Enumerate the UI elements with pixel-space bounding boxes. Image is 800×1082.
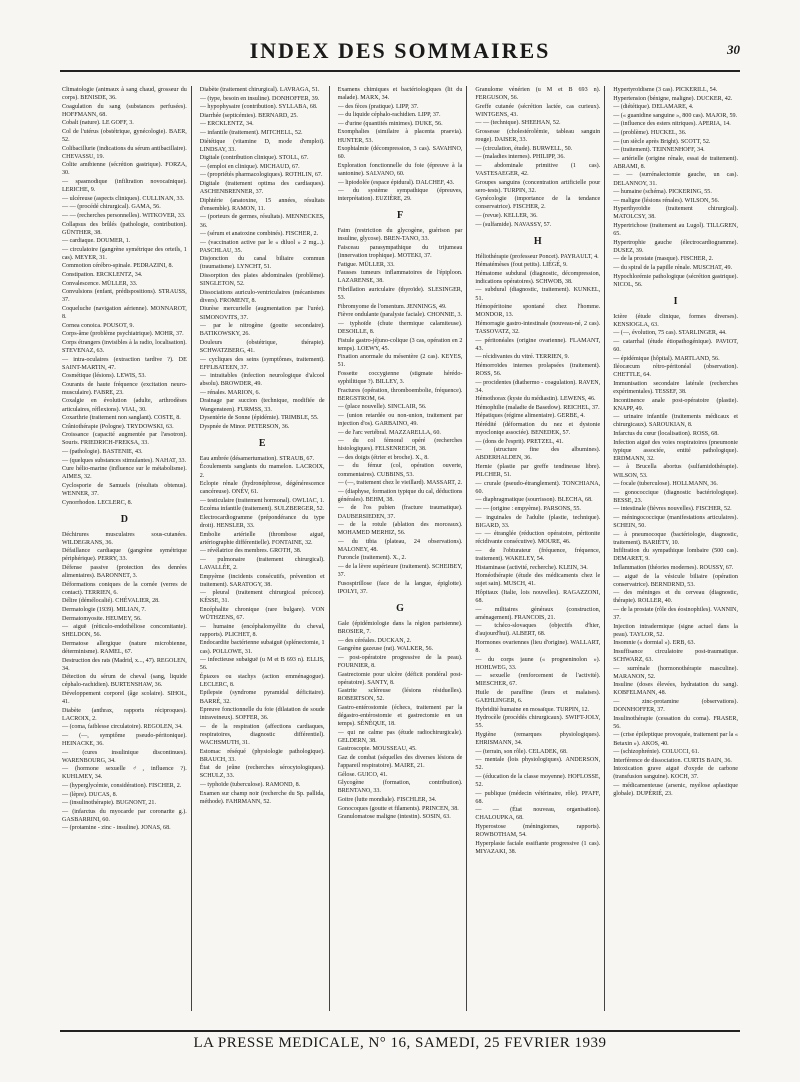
index-entry: Déchirures musculaires sous-cutanées. WILDEGRANS, 36. <box>62 531 187 546</box>
index-entry: Défaillance cardiaque (gangrène symétrique périphérique). PERRY, 33. <box>62 548 187 563</box>
index-entry: Diurèse mercurielle (augmentation par l'urée). SIMONOVITS, 37. <box>199 306 325 321</box>
index-entry: Faisceau parasympathique du trijumeau (innervation trophique). MOTEKI, 37. <box>337 245 463 260</box>
index-entry: Corps-âme (problème psychiatrique). MOHR, 37. <box>62 331 184 338</box>
index-entry: — (schizophrénie). COLUCCI, 61. <box>613 749 700 756</box>
index-entry: Infarctus du cœur (localisation). ROSS, 68. <box>613 431 719 438</box>
index-entry: — urinaire infantile (traitements médicaux et chirurgicaux). SAROUKIAN, 8. <box>613 414 738 429</box>
index-entry: — des doigts (étrier et broche). X., 8. <box>337 454 429 461</box>
index-entry: Col de l'utérus (obstétrique, gynécologie). BAER, 52. <box>62 128 187 144</box>
index-entry: — (pathologie). BASTENIE, 43. <box>62 449 143 456</box>
index-entry: — infectieuse subaiguë (u M et B 693 n). ELLIS, 56. <box>199 657 325 672</box>
index-entry: — (structure fine des albumines). ABDERHALDEN, 36. <box>475 447 601 462</box>
index-entry: Dissorption des plaies abdominales (problème). SINGLETON, 52. <box>199 273 325 288</box>
index-entry: — infantile (traitement). MITCHELL, 52. <box>199 129 303 136</box>
index-entry: — intestinale (fièvres nouvelles). FISCHER, 52. <box>613 506 732 513</box>
letter-heading: F <box>396 210 404 222</box>
index-entry: Fusospirillose (face de la langue, épiglotte). IPOLYI, 37. <box>337 580 463 595</box>
index-entry: Grossesse (cholestérolémie, tableau sanguin rouge). DAISER, 33. <box>475 128 601 144</box>
index-entry: — (—, symptôme pseudo-péritonique). HEINACKE, 36. <box>62 732 187 748</box>
index-entry: — de l'arc vertébral. MAZZARELLA, 60. <box>337 429 441 436</box>
index-entry: Hémothorax (kyste du médiastin). LEWENS, 46. <box>475 396 596 403</box>
index-entry: Gastrite scléreuse (lésions résiduelles). ROBERTSON, 52. <box>337 688 463 703</box>
index-entry: Hypochlorémie pathologique (sécrétion gastrique). NICOL, 56. <box>613 273 738 288</box>
index-entry: — de la lèvre supérieure (traitement). SCHEIBEY, 37. <box>337 564 463 579</box>
index-entry: — cycliques des seins (symptômes, traitement). EFFLBATEEN, 37. <box>199 356 325 371</box>
index-entry: Immunisation secondaire latérale (recherches expérimentales). TESSEF, 38. <box>613 381 738 396</box>
index-entry: — de la prostate (masque). FISCHER, 2. <box>613 256 714 263</box>
index-entry: Insomnie (« dormial »). ERB, 63. <box>613 640 696 647</box>
index-entry: Convulsions (enfant, prédispositions). STRAUSS, 37. <box>62 289 187 304</box>
index-entry: — (quelques substances stimulantes). NAHAT, 33. <box>62 457 187 464</box>
index-entry: — typhoïde (tuberculose). RAMOND, 8. <box>199 782 301 788</box>
index-entry: — gonococcique (diagnostic bactériologique). BESSE, 23. <box>613 489 738 504</box>
index-entry: — (hyperglycémie, considération). FISCHER, 2. <box>62 783 182 789</box>
index-entry: — crurale (pseudo-étranglement). TONCHIANA, 60. <box>475 480 601 495</box>
index-entry: Gynécologie (importance de la tendance conservatrice). FISCHER, 2. <box>475 196 601 211</box>
index-entry: Hématémèses (fout petits). LIÉGÉ, 9. <box>475 262 568 269</box>
index-entry: Diététique (vitamine D, mode d'emploi). LINDSAY, 33. <box>199 138 325 153</box>
index-entry: — (infarctus du myocarde par coronarite g.). GASBARRINI, 60. <box>62 808 187 823</box>
index-entry: Hypertrophie gauche (électrocardiogramme). DUSEZ, 39. <box>613 239 738 254</box>
index-entry: Insulinothérapie (cessation du coma). FRASER, 56. <box>613 715 738 730</box>
index-entry: Infection aiguë des voies respiratoires (pneumonie typique associée, entité pathologique). ERDMANN, 32. <box>613 439 738 462</box>
index-entry: — épidémique (hôpital). MARTLAND, 56. <box>613 355 720 362</box>
index-column <box>613 86 742 1011</box>
index-entry: — (diaphyse, formation typique du cal, déductions générales). BEHM, 38. <box>337 488 463 503</box>
index-entry: — (porteurs de germes, résultats). MENNECKES, 36. <box>199 214 325 229</box>
index-entry: — surrénale (hormonothérapie masculine). MARANON, 52. <box>613 665 738 680</box>
index-entry: Ictère (étude clinique, formes diverses). KENSIOGLA, 63. <box>613 313 738 328</box>
index-entry: — pulmonaire (traitement chirurgical). LAVALLÉE, 2. <box>199 556 325 572</box>
index-entry: — de la rotule (ablation des morceaux). MOHAMED MERHIZ, 56. <box>337 522 463 537</box>
index-entry: Digitale (traitement optima des cardiaques). ASCHENBRENNER, 37. <box>199 181 325 196</box>
index-entry: Dysentérie de Sonne (épidémie). TRIMBLE, 55. <box>199 415 319 422</box>
index-column <box>338 86 468 1011</box>
index-entry: — sexuelle (renforcement de l'activité). MIESCHER, 67. <box>475 673 601 688</box>
index-entry: Détection du sérum de cheval (sang, liquide céphalo-rachidien). BURTENSHAW, 36. <box>62 674 187 689</box>
index-entry: Délire (démélocalié). CHÉVALIER, 28. <box>62 598 160 605</box>
index-entry: Encéphalite chronique (rare bulgare). VON WÜTHZENS, 67. <box>199 607 325 622</box>
index-entry: — (un siècle après Bright). SCOTT, 52. <box>613 138 711 145</box>
index-entry: Embolie artérielle (thrombose aiguë, artériographie différentielle). FONTAINE, 32. <box>199 531 325 546</box>
index-entry: — du corps jaune (« progneninolon »). HOHLWEG, 33. <box>475 656 601 671</box>
index-entry: — — (origine : empyème). PARSONS, 55. <box>475 505 581 512</box>
index-entry: — (place nouvelle). SINCLAIR, 56. <box>337 404 427 411</box>
index-entry: — d'urine (quantités minimes). DUKE, 56. <box>337 120 443 127</box>
index-entry: Crâniothérapie (Pologne). TRYDOWSKI, 63. <box>62 423 174 430</box>
index-entry: — qui ne calme pas (étude radiochirurgicale). GELDERN, 38. <box>337 729 463 744</box>
index-entry: — circulatoire (gangrène symétrique des orteils, 1 cas). MEYER, 31. <box>62 246 187 261</box>
index-entry: Estomac réséqué (physiologie pathologique). BRAUCH, 33. <box>199 748 325 763</box>
index-entry: Climatologie (animaux à sang chaud, grosseur du corps). BENISDE, 36. <box>62 87 187 102</box>
index-entry: Hormones ovariennes (lieu d'origine). WALLART, 8. <box>475 639 601 654</box>
index-entry: — — étranglée (réduction opératoire, péritonite récidivante consécutive). MOURE, 46. <box>475 531 601 546</box>
index-entry: — du col fémoral opéré (recherches histologiques). FELSENREICH, 38. <box>337 438 463 453</box>
index-entry: — lipiodolée (espace épidural). DALCHEF, 43. <box>337 179 455 186</box>
index-entry: Développement corporel (âge scolaire). SIHOL, 41. <box>62 690 187 706</box>
letter-heading: I <box>673 295 678 307</box>
index-entry: Hématome subdural (diagnostic, décompression, indications opératoires). SCHWOB, 38. <box>475 270 601 285</box>
index-entry: — (maladies internes). PHILIPP, 36. <box>475 154 565 161</box>
index-entry: Convalescence. MÜLLER, 33. <box>62 280 138 287</box>
index-entry: — (terrain, son rôle). CELADEK, 68. <box>475 748 568 755</box>
index-entry: — à pneumocoque (bactériologie, diagnostic, traitement). BARIÉTY, 10. <box>613 531 738 546</box>
index-entry: Homéothérapie (étude des médicaments chez le sujet sain). MUSCH, 41. <box>475 573 601 588</box>
index-entry: — — (État nouveau, organisation). CHALOUPKA, 68. <box>475 807 601 822</box>
page-footer <box>60 1030 740 1054</box>
index-entry: Croissance (capacité augmentée par l'æsotron). Souris. FRIEDRICH-FREKSA, 33. <box>62 432 187 447</box>
index-entry: Coqueluche (navigation aérienne). MONNAROT, 8. <box>62 305 187 321</box>
index-entry: — subdural (diagnostic, traitement). KUNKEL, 51. <box>475 287 601 302</box>
index-entry: Hôpitaux (Italie, lois nouvelles). RAGAZZONI, 68. <box>475 589 601 604</box>
index-entry: Hypertension (bénigne, maligne). DUCKER, 42. <box>613 95 733 102</box>
index-entry: Gangrène gazeuse (rat). WALKER, 56. <box>337 646 434 653</box>
index-entry: Examens chimiques et bactériologiques (lit du malade). MARX, 34. <box>337 87 463 102</box>
index-entry: Furoncle (traitement). X., 2. <box>337 555 407 562</box>
index-entry: Destruction des rats (Madrid, x..., 47). REGOLEN, 34. <box>62 657 187 672</box>
index-entry: — de la respiration (affections cardiaques, respiratoires, diagnostic différentiel). WACHSMUTH, 31. <box>199 723 325 747</box>
index-entry: Gale (épidémiologie dans la région parisienne). BROSIER, 7. <box>337 620 463 636</box>
index-entry: — spasmodique (infiltration novocaïnique). LERICHE, 9. <box>62 179 187 194</box>
index-entry: Déformations coniques de la cornée (verres de contact). TERRIEN, 6. <box>62 581 187 596</box>
index-entry: — maligne (lésions rénales). WILSON, 56. <box>613 197 720 204</box>
index-entry: — (cures insulinique discontinues). WARENBOURG, 34. <box>62 749 187 764</box>
page-number: 30 <box>727 42 740 57</box>
index-entry: — (—, traitement chez le vieillard). MASSART, 2. <box>337 480 463 487</box>
index-entry: — du tibia (plateau, 24 observations). MALONEY, 48. <box>337 538 463 553</box>
index-entry: — aiguë (réticulo-endothéliose concomitante). SHELDON, 56. <box>62 624 187 639</box>
index-entry: Granulomatose maligne (intestin). SOSIN, 63. <box>337 814 451 821</box>
index-entry: — (—, évolution, 75 cas). STARLINGER, 44. <box>613 330 727 337</box>
index-entry: Examen sur champ noir (recherche du Sp. pallida, méthode). FAHRMANN, 52. <box>199 790 325 805</box>
index-entry: Granulome vénérien (u M et B 693 n). FERGUSON, 56. <box>475 87 601 102</box>
index-entry: Corps étrangers (invisibles à la radio, localisation). STEVENAZ, 63. <box>62 339 187 354</box>
index-entry: Hyperthyroïdie (traitement chirurgical). MATOLCSY, 38. <box>613 206 738 221</box>
index-entry: Exploration fonctionnelle du foie (épreuve à la santonine). SALVANO, 60. <box>337 162 463 177</box>
index-entry: — (emploi en clinique). MICHAUD, 67. <box>199 163 300 170</box>
index-entry: — (lèpre). DUCAS, 8. <box>62 791 118 798</box>
index-entry: Cure hélio-marine (influence sur le métabolisme). AIMES, 32. <box>62 466 187 481</box>
index-entry: État de jeûne (recherches sérocytologiques). SCHULZ, 33. <box>199 765 325 780</box>
index-entry: — (coma, faiblesse circulatoire). REGOLEN, 34. <box>62 724 183 731</box>
index-entry: — humaine (encéphalomyélite du cheval, rapports). PLICHET, 8. <box>199 623 325 638</box>
index-entry: — zinc-protamine (observations). DONNHOFFER, 37. <box>613 699 738 714</box>
index-entry: Dyspnée de Minor. PETERSON, 36. <box>199 423 290 430</box>
index-entry: — humaine (schéma). PICKERING, 55. <box>613 189 712 196</box>
index-entry: Douleurs (obstétrique, thérapie). SCHWATZBERG, 41. <box>199 339 325 354</box>
letter-heading: H <box>533 235 542 247</box>
index-entry: Iléocæcum rétro-péritonéal (observation). CHETTLE, 64. <box>613 364 738 379</box>
index-entry: — (sérum et anatoxine combinés). FISCHER, 2. <box>199 231 319 238</box>
index-entry: Hybridité humaine en mosaïque. TURPIN, 12. <box>475 706 590 713</box>
index-entry: Cornea conoica. POUSOT, 9. <box>62 322 134 329</box>
letter-heading: E <box>258 437 266 449</box>
index-entry: Incontinence anale post-opératoire (plastie). KNAPP, 49. <box>613 397 738 412</box>
index-entry: — — (procédé chirurgical). GAMA, 56. <box>62 204 161 211</box>
index-entry: Gonocoques (goutte et filaments). PRINCEN, 38. <box>337 805 459 812</box>
index-entry: Diabète (anthrax, rapports réciproques). LACROIX, 2. <box>62 707 187 722</box>
index-entry: Fatigue. MÜLLER, 33. <box>337 261 395 268</box>
footer-citation: LA PRESSE MEDICALE, N° 16, SAMEDI, 25 FEVRIER 1939 <box>193 1035 607 1051</box>
index-entry: Insuline (doses élevées, hydratation du sang). KOBFELMANN, 48. <box>613 682 738 697</box>
index-entry: — (vaccination active par le « diluol » 2 mg...). PASCHLAU, 35. <box>199 239 325 254</box>
index-entry: — — (technique). SHEEHAN, 52. <box>475 120 561 127</box>
index-entry: — intra-oculaires (extraction tardive ?). DE SAINT-MARTIN, 47. <box>62 356 187 371</box>
index-entry: — post-opératoire progressive de la peau). FOURNIER, 8. <box>337 654 463 669</box>
index-entry: Cyclosporie de Samuels (résultats obtenus). WENNER, 37. <box>62 482 187 497</box>
index-entry: Fibrillation auriculaire (thyroïde). SLESINGER, 53. <box>337 286 463 302</box>
index-entry: — médicamenteuse (arsenic, myélose aplastique globale). DUPÉRIÉ, 23. <box>613 783 738 798</box>
index-entry: — typhoïde (chute thermique calamiteuse). DESOILLE, 8. <box>337 320 463 335</box>
index-entry: Défense passive (protection des denrées alimentaires). BARONNET, 3. <box>62 565 187 580</box>
page-header <box>60 36 740 72</box>
index-entry: Gaz de combat (séquelles des diverses lésions de l'appareil respiratoire). MAIRE, 21. <box>337 754 463 770</box>
index-entry: — révélatrice des membres. GROTH, 38. <box>199 548 302 555</box>
index-entry: Endocardite bactérienne subaiguë (splénectomie, 1 cas). POLLOWE, 31. <box>199 640 325 655</box>
index-entry: Cobalt (nature). LE GOFF, 3. <box>62 120 134 127</box>
index-entry: — — (surrénalectomie gauche, un cas). DELANNOY, 31. <box>613 172 738 187</box>
index-entry: — (sulfamide). NAVASSY, 57. <box>475 221 552 228</box>
index-entry: Fixation anormale du mésentère (2 cas). KEYES, 51. <box>337 354 463 369</box>
index-entry: Coxalgie en évolution (adulte, arthrodèses articulaires, réflexions). VIAL, 30. <box>62 398 187 413</box>
index-entry: — — (recherches personnelles). WITKOVER, 33. <box>62 212 186 219</box>
index-entry: Exomphalies (similaire à placenta praevia). HUNTER, 53. <box>337 129 463 144</box>
index-entry: Hémophilie (maladie de Basedow). REICHEL, 37. <box>475 404 600 411</box>
index-entry: Épiaxes ou stachys (action emménagogue). LECLERC, 8. <box>199 673 325 688</box>
index-entry: Dermatomyosite. HEUMEY, 56. <box>62 615 142 622</box>
index-entry: Drainage par succion (technique, modifiée de Wangensteen). FURMSS, 33. <box>199 398 325 413</box>
index-entry: — (diététique). DELAMARE, 4. <box>613 104 694 111</box>
index-entry: Injection intradermique (signe actuel dans la peau). TAYLOR, 52. <box>613 623 738 638</box>
index-entry: Fractures (opération, thromboembolie, fréquence). BERGSTROM, 64. <box>337 387 463 402</box>
index-entry: Eau ambrée (désamertumation). STRAUB, 67. <box>199 455 315 462</box>
index-entry: Insuffisance circulatoire post-traumatique. SCHWARZ, 63. <box>613 649 738 664</box>
index-entry: Fossette coccygienne (stigmate hérédo-syphilitique ?). BILLEY, 3. <box>337 370 463 385</box>
index-entry: — pleural (traitement chirurgical précoce). KÉSSE, 31. <box>199 590 325 605</box>
index-entry: — (dons de l'esprit). PRETZEL, 41. <box>475 438 564 445</box>
index-entry: — du fémur (col, opération ouverte, commentaires). CUBBINS, 53. <box>337 463 463 478</box>
index-entry: Constipation. ERCKLENTZ, 34. <box>62 272 143 279</box>
index-entry: Courants de haute fréquence (excitation neuro-musculaire). FABRE, 23. <box>62 381 187 396</box>
index-entry: Intoxication grave aiguë d'oxyde de carbone (transfusion sanguine). KOCH, 37. <box>613 766 738 781</box>
index-entry: Hémorragie gastro-intestinale (nouveau-né, 2 cas). TASSOVATZ, 32. <box>475 320 601 335</box>
index-entry: — diaphragmatique (sourrisson). BLECHA, 68. <box>475 497 593 504</box>
index-entry: — inguinales de l'adulte (plastie, technique). BIGARD, 33. <box>475 514 601 529</box>
index-entry: Exophtalmie (décompression, 3 cas). SAVAHNO, 60. <box>337 146 463 161</box>
index-entry: — (union retardée ou non-union, traitement par injection d'os). GARBAINO, 49. <box>337 412 463 427</box>
index-entry: — rénales. MARION, 6. <box>199 389 261 396</box>
index-entry: Infiltration du sympathique lombaire (500 cas). DEMARET, 9. <box>613 548 738 563</box>
index-entry: Groupes sanguins (concentration artificielle pour sero-tests). TURPIN, 32. <box>475 179 601 194</box>
index-entry: Hydrocèle (procédés chirurgicaux). SWIFT-JOLY, 55. <box>475 715 601 730</box>
index-entry: Cynorrhodon. LECLERC, 8. <box>62 499 133 506</box>
index-entry: — (éducation de la classe moyenne). HOFLOSSE, 52. <box>475 773 601 788</box>
index-entry: Electrocardiogramme (prépondérance du type droit). HENSLER, 33. <box>199 515 325 530</box>
index-entry: — du spiral de la papille rénale. MUSCHAT, 49. <box>613 264 733 271</box>
index-entry: Goitre (lutte mondiale). FISCHLER, 34. <box>337 796 437 803</box>
index-entry: — testiculaire (traitement hormonal). OWLIAC, 1. <box>199 497 325 504</box>
index-entry: Hyperplasie faciale essifiante progressive (1 cas). MIYAZAKI, 38. <box>475 840 601 855</box>
index-entry: — (protamine - zinc - insuline). JONAS, 68. <box>62 825 171 832</box>
index-entry: Fausses tumeurs inflammatoires de l'épiploon. LAZARENSE, 38. <box>337 270 463 285</box>
index-entry: Hypertrichose (traitement au Lugol). TILLGREN, 65. <box>613 223 738 238</box>
index-entry: — catarrhal (étude étiopathogénique). PAVIOT, 60. <box>613 339 738 354</box>
index-entry: — (insulinothérapie). BUGNONT, 21. <box>62 800 156 807</box>
index-entry: — tchéco-slovaques (objectifs d'hier, d'aujourd'hui). ALBERT, 68. <box>475 623 601 638</box>
index-entry: Gastrectomie pour ulcère (déficit pondéral post-opératoire). SANTY, 8. <box>337 671 463 686</box>
index-entry: — méningococcique (manifestations articulaires). SCHEIN, 50. <box>613 515 738 530</box>
index-entry: Diarrhée (septicémies). BERNARD, 25. <box>199 112 298 119</box>
index-entry: Faim (restriction du glycogène, guérison par insuline, glycose). BREN-TANO, 33. <box>337 228 463 243</box>
index-entry: Hérédité (déformation du nez et dystonie myocloniqe associée). BENEDEK, 57. <box>475 421 601 437</box>
index-entry: Disjonction du canal biliaire commun (traumatisme). LYNCHT, 51. <box>199 256 325 271</box>
index-entry: — ERCKLENTZ, 34. <box>199 121 254 128</box>
index-entry: — (type, besoin en insuline). DONHOFFER, 39. <box>199 95 320 102</box>
index-entry: Écoulements sanglants du mamelon. LACROIX, 2. <box>199 464 325 479</box>
index-entry: — par le nitrogène (goutte secondaire). BATIKOWSKY, 26. <box>199 323 325 338</box>
index-entry: — intraitables (infection neurologique d'alcool absolu). BROWDER, 49. <box>199 373 325 388</box>
index-entry: Epilepsie (syndrome pyramidal déficitaire). BARRÉ, 32. <box>199 690 325 705</box>
index-entry: — (propriétés pharmacologiques). ROTHLIN, 67. <box>199 172 323 179</box>
index-entry: — à Brucella abortus (sulfamidothérapie). WILSON, 53. <box>613 464 738 479</box>
index-entry: Diabète (traitement chirurgical). LAVRAGA, 51. <box>199 87 320 93</box>
letter-heading: D <box>120 513 129 525</box>
index-entry: Cosmétique (lésions). LEWIS, 53. <box>62 373 146 380</box>
index-columns <box>62 86 742 1011</box>
index-entry: Hépatiques (régime alimentaire). GERBE, 4. <box>475 413 585 420</box>
index-entry: Fistule gastro-jéjuno-colique (3 cas, opération en 2 temps). LOEWY, 45. <box>337 337 463 352</box>
index-entry: Diphtérie (anatoxine, 15 années, résultats d'ensemble). RAMON, 11. <box>199 197 325 212</box>
index-entry: — publique (médecin vétérinaire, rôle). PFAFF, 68. <box>475 790 601 805</box>
index-entry: Héliothérapie (professeur Poncet). PAYRAULT, 4. <box>475 253 599 260</box>
index-entry: Colite amibienne (sécrétion gastrique). FORZA, 30. <box>62 162 187 177</box>
index-entry: Interférence de dissociation. CURTIS BAIN, 36. <box>613 757 732 764</box>
index-entry: Gastroscopie. MOUSSEAU, 45. <box>337 746 417 753</box>
index-entry: — péritonéales (origine ovarienne). FLAMANT, 43. <box>475 337 601 352</box>
index-entry: Eclopie rénale (hydronéphrose, dégénérescence cancéreuse). ONÉV, 61. <box>199 481 325 496</box>
index-entry: Epreuve fonctionnelle du foie (dilatation de soude intraveineux). SOFFER, 36. <box>199 707 325 722</box>
index-entry: — du liquide céphalo-rachidien. LIPP, 37. <box>337 112 441 119</box>
index-entry: Collapsus des brûlés (pathologie, contribution). GÜNTHER, 38. <box>62 221 187 236</box>
index-entry: — aiguë de la vésicule biliaire (opération conservatrice). BERNDRND, 53. <box>613 573 738 588</box>
index-entry: Fibromyome de l'omentum. JENNINGS, 49. <box>337 303 447 310</box>
index-entry: — ulcéreuse (aspects cliniques). CULLINAN, 33. <box>62 195 185 202</box>
index-entry: — (problème). HUCKEL, 36. <box>613 129 687 136</box>
letter-heading: G <box>396 602 404 614</box>
index-entry: — de la prostate (rôle des éosinophiles). VANNIN, 37. <box>613 607 738 622</box>
index-entry: — (traitement). TEINNENHOFF, 34. <box>613 147 705 154</box>
index-entry: — du système sympathique (épreuves, interprétation). EUZIÈRE, 29. <box>337 188 463 203</box>
index-entry: — (hormone sexuelle ♂, influence ?). KUHLMEY, 34. <box>62 766 187 781</box>
index-entry: — (« guanidine sanguine », 800 cas). MAJOR, 59. <box>613 112 738 119</box>
index-entry: Eczéma infantile (traitement). SULZBERGER, 52. <box>199 506 325 513</box>
index-entry: Histaminase (activité, recherche). KLEIN, 34. <box>475 564 588 571</box>
index-entry: — de l'obturateur (fréquence, fréquence, traitement). WAKELEY, 54. <box>475 547 601 562</box>
index-entry: Fièvre ondulante (paralysie faciale). CHONNIE, 3. <box>337 312 463 319</box>
index-entry: — (circulation, étude). BURWELL, 50. <box>475 145 573 152</box>
index-entry: Hémorroïdes internes prolapsées (traitement). ROSS, 56. <box>475 362 601 377</box>
index-entry: Hypertyroïdisme (3 cas). PICKERILL, 54. <box>613 87 718 93</box>
index-entry: Empyème (incidents consécutifs, prévention et traitement). SARATOGY, 38. <box>199 573 325 588</box>
index-entry: Hyperostose (méningiomes, rapports). ROWBOTHAM, 54. <box>475 823 601 839</box>
index-column <box>475 86 605 1011</box>
index-entry: — des céréales. DUCKAN, 2. <box>337 637 412 644</box>
index-entry: — hypophysaire (contribution). SYLLABA, 68. <box>199 104 318 111</box>
index-entry: — de l'os pubien (fracture traumatique). DAUBERSIEDEN, 37. <box>337 505 463 520</box>
index-entry: — (influence des esters nitriques). APERIA, 14. <box>613 121 731 128</box>
index-entry: Digitale (contribution clinique). STOLL, 67. <box>199 155 309 162</box>
index-entry: — (revue). KELLER, 36. <box>475 212 538 219</box>
index-entry: Dissociations auriculo-ventriculaires (mécanismes divers). FROMENT, 8. <box>199 289 325 304</box>
index-entry: — artérielle (origine rénale, essai de traitement). ABRAMI, 8. <box>613 155 738 170</box>
index-column <box>62 86 192 1011</box>
index-entry: Coagulation du sang (substances perfusées). HOFFMANN, 68. <box>62 103 187 118</box>
index-entry: — cardiaque. DOUMER, 1. <box>62 238 131 245</box>
index-entry: Dermatose allergique (nature microbienne, déterminisme). RAMEL, 67. <box>62 640 187 655</box>
index-entry: Coxarthrie (traitement non sanglant). COSTE, 8. <box>62 415 181 422</box>
index-entry: — des méninges et du cerveau (diagnostic, thérapie). ROLLER, 40. <box>613 590 738 605</box>
index-entry: Gastro-entérostomie (échecs, traitement par la dégastro-entérostomie et gastrectomie en un temps). SÉNÈQUE, 18. <box>337 704 463 728</box>
index-entry: Greffe cutanée (sécrétion lactée, cas curieux). WINTGENS, 43. <box>475 103 601 118</box>
index-entry: Hernie (plastie par greffe tendineuse libre). PILCHER, 51. <box>475 463 601 479</box>
index-entry: Inflammation (théories modernes). ROUSSY, 67. <box>613 565 734 572</box>
index-entry: Commotion cérébro-spinale. PEDRAZINI, 8. <box>62 263 174 270</box>
index-entry: — (crise épileptique provoquée, traitement par la « Betaxin »). AKOS, 40. <box>613 732 738 747</box>
index-column <box>200 86 330 1011</box>
index-entry: — focale (tuberculose). HOLLMANN, 36. <box>613 481 718 488</box>
index-entry: — des fèces (pratique). LIPP, 37. <box>337 103 419 110</box>
index-entry: Gélose. GUICO, 41. <box>337 771 388 778</box>
index-entry: — militaires généraux (construction, aménagement). FRANCOIS, 21. <box>475 606 601 621</box>
index-entry: Huile de paraffine (leurs et malaises). GAEHLINGER, 6. <box>475 689 601 705</box>
index-entry: Glycogène (formation, contribution). BRENTANO, 33. <box>337 780 463 795</box>
page-title: INDEX DES SOMMAIRES <box>249 38 551 63</box>
index-entry: Hémopéritoine spontané chez l'homme. MONDOR, 13. <box>475 304 601 319</box>
index-entry: Dermatologie (1939). MILIAN, 7. <box>62 607 146 614</box>
index-entry: — procidentes (diathermo - coagulation). RAVEN, 34. <box>475 379 601 394</box>
index-entry: Hygiène (remarques physiologiques). EHRISMANN, 34. <box>475 731 601 747</box>
index-entry: — mentale (lois physiologiques). ANDERSON, 52. <box>475 757 601 772</box>
index-entry: — récidivantes du vitré. TERRIEN, 9. <box>475 354 570 361</box>
index-entry: — abdominale primitive (1 cas). VASTESAEGER, 42. <box>475 162 601 177</box>
index-entry: Colibacillurie (indications du sérum antibacillaire). CHEVASSU, 19. <box>62 145 187 160</box>
